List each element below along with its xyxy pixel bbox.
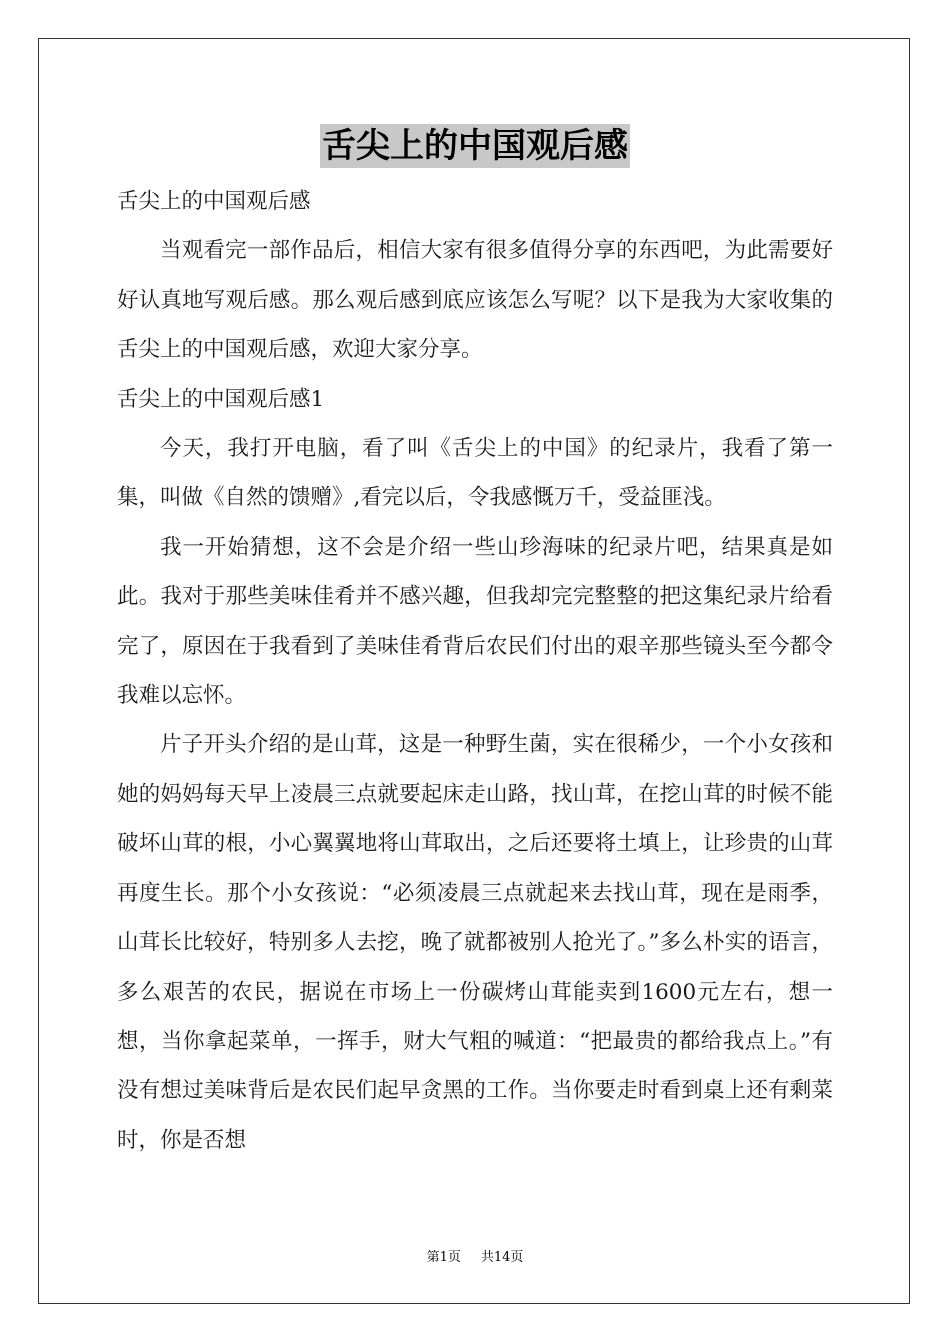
page-number: 第1页 [426,1250,461,1265]
document-title: 舌尖上的中国观后感 [322,126,628,166]
title-container [0,124,950,168]
paragraph-intro: 当观看完一部作品后，相信大家有很多值得分享的东西吧，为此需要好好认真地写观后感。那么观后感到底应该怎么写呢？以下是我为大家收集的舌尖上的中国观后感，欢迎大家分享。 [117,238,833,363]
document-body [117,177,833,1165]
paragraph-body: 片子开头介绍的是山茸，这是一种野生菌，实在很稀少，一个小女孩和她的妈妈每天早上凌晨三点就要起床走山路，找山茸，在挖山茸的时候不能破坏山茸的根，小心翼翼地将山茸取出，之后还要将土填上，让珍贵的山茸再度生长。那个小女孩说：“必须凌晨三点就起来去找山茸，现在是雨季，山茸长比较好，特别多人去挖，晚了就都被别人抢光了。”多么朴实的语言，多么艰苦的农民，据说在市场上一份碳烤山茸能卖到1600元左右，想一想，当你拿起菜单，一挥手，财大气粗的喊道：“把最贵的都给我点上。”有没有想过美味背后是农民们起早贪黑的工作。当你要走时看到桌上还有剩菜时，你是否想 [117,732,833,1153]
paragraph-section-heading: 舌尖上的中国观后感1 [117,386,325,412]
page-total: 共14页 [480,1250,524,1265]
paragraph-subtitle: 舌尖上的中国观后感 [117,189,311,214]
paragraph-body: 今天，我打开电脑，看了叫《舌尖上的中国》的纪录片，我看了第一集，叫做《自然的馈赠》,看完以后，令我感慨万千，受益匪浅。 [117,436,833,511]
paragraph-body: 我一开始猜想，这不会是介绍一些山珍海味的纪录片吧，结果真是如此。我对于那些美味佳肴并不感兴趣，但我却完完整整的把这集纪录片给看完了，原因在于我看到了美味佳肴背后农民们付出的艰辛那些镜头至今都令我难以忘怀。 [117,534,833,709]
page-footer [0,1246,950,1265]
